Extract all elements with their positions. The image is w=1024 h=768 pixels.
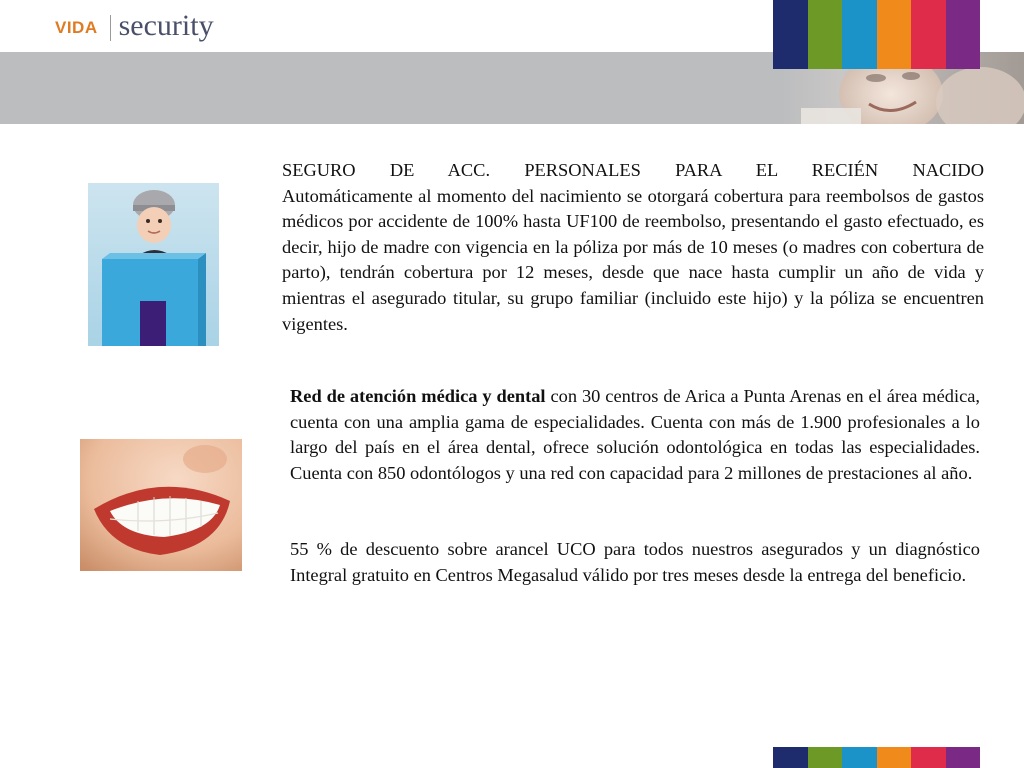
newborn-insurance-title: SEGURO DE ACC. PERSONALES PARA EL RECIÉN NACIDO <box>282 160 984 180</box>
color-bars-top <box>773 0 980 69</box>
smile-photo <box>80 439 242 571</box>
logo-divider <box>110 15 111 41</box>
medical-dental-body: con 30 centros de Arica a Punta Arenas en el área médica, cuenta con una amplia gama de especialidades. Cuenta con más de 1.900 profesionales a lo largo del país en el área dental, ofrece solución odontológica en todas las especialidades. Cuenta con 850 odontólogos y una red con capacidad para 2 millones de prestaciones al año. <box>290 386 980 483</box>
logo-security-text: security <box>118 9 214 42</box>
child-in-box-photo <box>88 183 219 346</box>
medical-dental-title: Red de atención médica y dental <box>290 386 546 406</box>
newborn-insurance-body: Automáticamente al momento del nacimiento se otorgará cobertura para reembolsos de gastos médicos por accidente de 100% hasta UF100 de reembolso, presentando el gasto efectuado, es decir, hijo de madre con vigencia en la póliza por más de 10 meses (o madres con cobertura de parto), tendrán cobertura por 12 meses, desde que nace hasta cumplir un año de vida y mientras el asegurado titular, su grupo familiar (incluido este hijo) y la póliza se encuentren vigentes. <box>282 185 984 334</box>
section-medical-dental-network <box>290 384 980 486</box>
color-bars-bottom <box>773 747 980 768</box>
discount-body: 55 % de descuento sobre arancel UCO para todos nuestros asegurados y un diagnóstico Integral gratuito en Centros Megasalud válido por tres meses desde la entrega del beneficio. <box>290 539 980 585</box>
vida-security-logo <box>55 8 214 48</box>
section-discount <box>290 537 980 588</box>
logo-vida-text: VIDA <box>55 18 98 37</box>
section-newborn-insurance <box>282 158 984 337</box>
